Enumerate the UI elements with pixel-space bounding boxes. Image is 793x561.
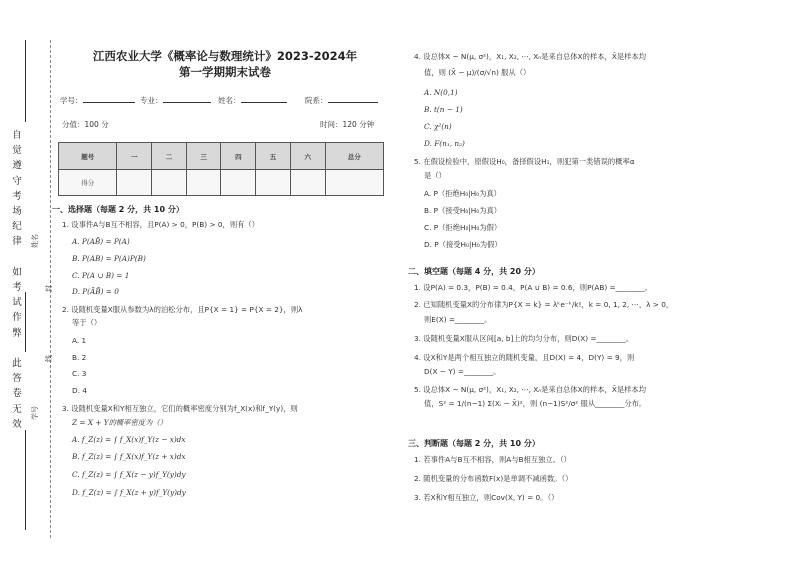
- score-cell: [325, 170, 383, 196]
- department-field: 院系：: [305, 94, 378, 106]
- score-header-cell: 四: [221, 143, 256, 170]
- rule-char: 律: [12, 236, 22, 248]
- s1-question-4-cont: 值，则 (X̄ − μ)/(σ/√n) 服从（）: [424, 68, 531, 77]
- side-line-label: 线: [45, 355, 53, 362]
- side-id-label: 学号: [31, 406, 39, 420]
- score-cell: [221, 170, 256, 196]
- rule-char: 试: [12, 297, 22, 309]
- section-2-title: 二、填空题（每题 4 分，共 20 分）: [408, 267, 540, 276]
- rule-char: [10, 250, 24, 265]
- score-cell: [290, 170, 325, 196]
- s1-q5-option-b: B. P（接受H₀|H₀为真）: [424, 206, 502, 215]
- margin-line-top: [25, 40, 26, 122]
- name-field: 姓名：: [218, 94, 287, 106]
- exam-rule-notice: [10, 128, 24, 432]
- s3-question-2: 2. 随机变量的分布函数F(x)是单调不减函数。（）: [414, 474, 573, 483]
- s2-question-1: 1. 设P(A) = 0.3，P(B) = 0.4，P(A ∪ B) = 0.6，则P(AB) =________。: [414, 283, 653, 292]
- rule-char: 考: [12, 282, 22, 294]
- s1-q5-option-d: D. P（接受H₀|H₀为假）: [424, 240, 502, 249]
- rule-char: 场: [12, 206, 22, 218]
- score-header-cell: 一: [117, 143, 152, 170]
- s1-q4-option-b: B. t(n − 1): [424, 105, 463, 114]
- score-row-label: 得分: [59, 170, 117, 196]
- s3-question-1: 1. 若事件A与B互不相容，则A与B相互独立。（）: [414, 455, 571, 464]
- margin-line-middle: [25, 292, 26, 352]
- rule-char: 觉: [12, 145, 22, 157]
- side-seal-label: 封: [45, 285, 53, 292]
- s2-question-2-cont: 则E(X) =________。: [424, 315, 492, 324]
- score-table: [58, 142, 384, 196]
- score-header-cell: 总分: [325, 143, 383, 170]
- s1-question-1: 1. 设事件A与B互不相容，且P(A) > 0，P(B) > 0，则有（）: [62, 220, 260, 229]
- s2-question-3: 3. 设随机变量X服从区间[a, b]上的均匀分布，则D(X) =________。: [414, 334, 633, 343]
- s1-q3-option-c: C. f_Z(z) = ∫ f_X(z − y)f_Y(y)dy: [72, 470, 186, 479]
- rule-char: 遵: [12, 160, 22, 172]
- rule-char: 考: [12, 190, 22, 202]
- score-cell: [117, 170, 152, 196]
- s1-q3-option-a: A. f_Z(z) = ∫ f_X(x)f_Y(z − x)dx: [72, 435, 186, 444]
- score-header-cell: 题号: [59, 143, 117, 170]
- exam-time: 时间：120 分钟: [320, 120, 375, 129]
- score-cell: [186, 170, 221, 196]
- rule-char: 卷: [12, 388, 22, 400]
- score-header-cell: 三: [186, 143, 221, 170]
- s1-q1-option-a: A. P(AB̄) = P(A): [72, 237, 130, 246]
- section-1-title: 一、选择题（每题 2 分，共 10 分）: [52, 205, 184, 214]
- s2-question-5: 5. 设总体X ~ N(μ, σ²)，X₁, X₂, ⋯, Xₙ是来自总体X的样本，X̄是样本均: [414, 385, 647, 394]
- s1-q5-option-c: C. P（拒绝H₀|H₀为假）: [424, 223, 502, 232]
- rule-char: 自: [12, 130, 22, 141]
- s1-question-4: 4. 设总体X ~ N(μ, σ²)，X₁, X₂, ⋯, Xₙ是来自总体X的样本，X̄是样本均: [414, 52, 647, 61]
- s1-question-5-cont: 是（）: [424, 171, 446, 180]
- exam-subtitle: 第一学期期末试卷: [179, 65, 271, 79]
- exam-title: 江西农业大学《概率论与数理统计》2023-2024年: [92, 49, 358, 63]
- s1-q3-option-d: D. f_Z(z) = ∫ f_X(z + y)f_Y(y)dy: [72, 488, 186, 497]
- rule-char: 效: [12, 418, 22, 430]
- rule-char: 答: [12, 373, 22, 385]
- s1-q2-option-b: B. 2: [72, 353, 87, 362]
- s1-question-2-cont: 等于（）: [72, 318, 102, 327]
- s2-question-2: 2. 已知随机变量X的分布律为P{X = k} = λᵏe⁻ᵏ/k!，k = 0, 1, 2, ⋯，λ > 0，: [414, 300, 674, 309]
- score-cell: [152, 170, 187, 196]
- s3-question-3: 3. 若X和Y相互独立，则Cov(X, Y) = 0。（）: [414, 493, 559, 502]
- rule-char: 无: [12, 403, 22, 415]
- s1-q4-option-c: C. χ²(n): [424, 122, 452, 131]
- s1-q5-option-a: A. P（拒绝H₀|H₀为真）: [424, 189, 501, 198]
- s1-q2-option-c: C. 3: [72, 369, 87, 378]
- s2-question-4: 4. 设X和Y是两个相互独立的随机变量，且D(X) = 4，D(Y) = 9，则: [414, 353, 635, 362]
- total-score: 分值：100 分: [62, 120, 109, 129]
- rule-char: 守: [12, 175, 22, 187]
- score-header-cell: 二: [152, 143, 187, 170]
- s1-q4-option-a: A. N(0,1): [424, 88, 458, 97]
- s2-question-5-cont: 值，S² = 1/(n−1) Σ(Xᵢ − X̄)²，则 (n−1)S²/σ² 服从________分布。: [424, 399, 647, 408]
- major-field: 专业：: [140, 94, 211, 106]
- s1-q1-option-c: C. P(A ∪ B) = 1: [72, 271, 130, 280]
- rule-char: 弊: [12, 327, 22, 339]
- score-header-cell: 五: [256, 143, 291, 170]
- s1-q3-option-b: B. f_Z(z) = ∫ f_X(x)f_Y(z + x)dx: [72, 452, 186, 461]
- rule-char: 纪: [12, 221, 22, 233]
- s1-question-5: 5. 在假设检验中，原假设H₀，备择假设H₁，则犯第一类错误的概率α: [414, 157, 635, 166]
- section-3-title: 三、判断题（每题 2 分，共 10 分）: [408, 439, 540, 448]
- rule-char: 此: [12, 358, 22, 370]
- s1-question-2: 2. 设随机变量X服从参数为λ的泊松分布，且P{X = 1} = P{X = 2}，则λ: [62, 305, 303, 314]
- rule-char: [10, 341, 24, 356]
- s1-question-3: 3. 设随机变量X和Y相互独立，它们的概率密度分别为f_X(x)和f_Y(y)，则: [62, 404, 298, 413]
- score-cell: [256, 170, 291, 196]
- side-name-label: 姓名: [31, 234, 39, 248]
- s1-q4-option-d: D. F(n₁, n₂): [424, 139, 465, 148]
- rule-char: 如: [12, 266, 22, 278]
- s2-question-4-cont: D(X − Y) =________。: [424, 367, 501, 376]
- s1-question-3-cont: Z = X + Y的概率密度为（）: [72, 418, 167, 427]
- rule-char: 作: [12, 312, 22, 324]
- s1-q1-option-d: D. P(ĀB̄) = 0: [72, 287, 119, 296]
- student-id-field: 学号：: [60, 94, 135, 106]
- s1-q1-option-b: B. P(AB) = P(A)P(B): [72, 254, 146, 263]
- margin-line-bottom: [25, 430, 26, 530]
- s1-q2-option-a: A. 1: [72, 336, 87, 345]
- score-header-cell: 六: [290, 143, 325, 170]
- s1-q2-option-d: D. 4: [72, 386, 87, 395]
